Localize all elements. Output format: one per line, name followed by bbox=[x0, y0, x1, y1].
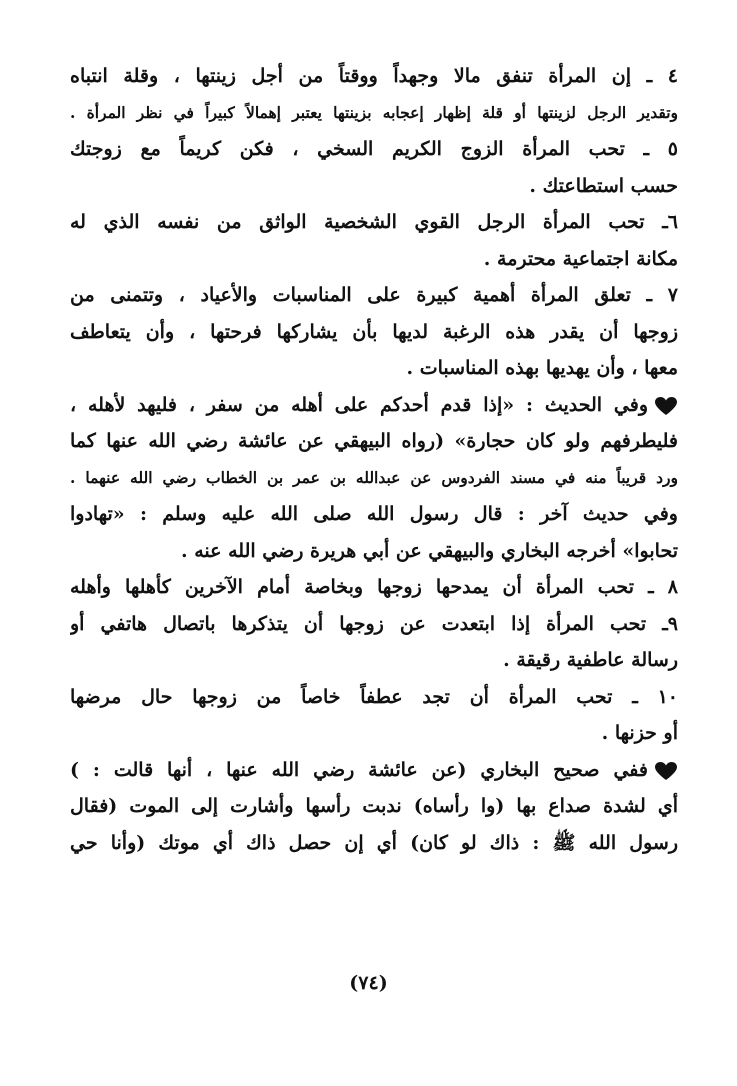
text-line bbox=[70, 679, 678, 716]
line-text: فليطرفهم ولو كان حجارة» (رواه البيهقي عن عائشة رضي الله عنها كما bbox=[70, 430, 678, 452]
line-text: أو حزنها . bbox=[601, 722, 678, 744]
line-text: تحابوا» أخرجه البخاري والبيهقي عن أبي هريرة رضي الله عنه . bbox=[181, 539, 678, 562]
text-line bbox=[70, 533, 678, 570]
line-text: رسالة عاطفية رقيقة . bbox=[503, 649, 678, 671]
text-line bbox=[70, 715, 678, 752]
line-text: ١٠ ـ تحب المرأة أن تجد عطفاً خاصاً من زوجها حال مرضها bbox=[70, 685, 678, 708]
text-line bbox=[70, 314, 678, 351]
line-text: ٩ـ تحب المرأة إذا ابتعدت عن زوجها أن يتذكرها باتصال هاتفي أو bbox=[70, 612, 678, 635]
line-text: ٥ ـ تحب المرأة الزوج الكريم السخي ، فكن كريماً مع زوجتك bbox=[70, 138, 678, 160]
text-line bbox=[70, 58, 678, 95]
text-line bbox=[70, 95, 678, 132]
line-text: وفي حديث آخر : قال رسول الله صلى الله عليه وسلم : «تهادوا bbox=[70, 503, 678, 525]
line-text: وفي الحديث : «إذا قدم أحدكم على أهله من سفر ، فليهد لأهله ، bbox=[70, 393, 648, 416]
line-text: ٧ ـ تعلق المرأة أهمية كبيرة على المناسبات والأعياد ، وتتمنى من bbox=[70, 284, 678, 306]
line-text: حسب استطاعتك . bbox=[529, 174, 678, 197]
text-line bbox=[70, 168, 678, 205]
text-line bbox=[70, 277, 678, 314]
text-line bbox=[70, 606, 678, 643]
line-text: مكانة اجتماعية محترمة . bbox=[483, 247, 678, 270]
text-line bbox=[70, 569, 678, 606]
text-line bbox=[70, 752, 678, 789]
line-text: رسول الله ﷺ : ذاك لو كان) أي إن حصل ذاك أي موتك (وأنا حي bbox=[70, 831, 678, 854]
text-line bbox=[70, 350, 678, 387]
page-number: (٧٤) bbox=[349, 972, 388, 994]
heart-icon bbox=[654, 396, 678, 416]
line-text: وتقدير الرجل لزينتها أو قلة إظهار إعجابه بزينتها يعتبر إهمالاً كبيراً في نظر المرأة . bbox=[70, 102, 678, 122]
body-text bbox=[70, 58, 678, 861]
line-text: أي لشدة صداع بها (وا رأساه) ندبت رأسها وأشارت إلى الموت (فقال bbox=[70, 795, 678, 817]
line-text: ٦ـ تحب المرأة الرجل القوي الشخصية الواثق من نفسه الذي له bbox=[70, 211, 678, 233]
text-line bbox=[70, 788, 678, 825]
line-text: ٨ ـ تحب المرأة أن يمدحها زوجها وبخاصة أمام الآخرين كأهلها وأهله bbox=[70, 576, 678, 598]
heart-icon bbox=[654, 761, 678, 781]
line-text: زوجها أن يقدر هذه الرغبة لديها بأن يشاركها فرحتها ، وأن يتعاطف bbox=[70, 320, 678, 343]
text-line bbox=[70, 496, 678, 533]
text-line bbox=[70, 241, 678, 278]
line-text: ورد قريباً منه في مسند الفردوس عن عبدالله بن عمر بن الخطاب رضي الله عنهما . bbox=[70, 467, 678, 487]
line-text: ٤ ـ إن المرأة تنفق مالا وجهداً ووقتاً من أجل زينتها ، وقلة انتباه bbox=[70, 65, 678, 87]
text-line bbox=[70, 387, 678, 424]
text-line bbox=[70, 460, 678, 497]
text-line bbox=[70, 825, 678, 862]
text-line bbox=[70, 204, 678, 241]
text-line bbox=[70, 131, 678, 168]
text-line bbox=[70, 642, 678, 679]
line-text: ففي صحيح البخاري (عن عائشة رضي الله عنها ، أنها قالت : ) bbox=[70, 758, 648, 781]
text-line bbox=[70, 423, 678, 460]
line-text: معها ، وأن يهديها بهذه المناسبات . bbox=[406, 357, 678, 379]
